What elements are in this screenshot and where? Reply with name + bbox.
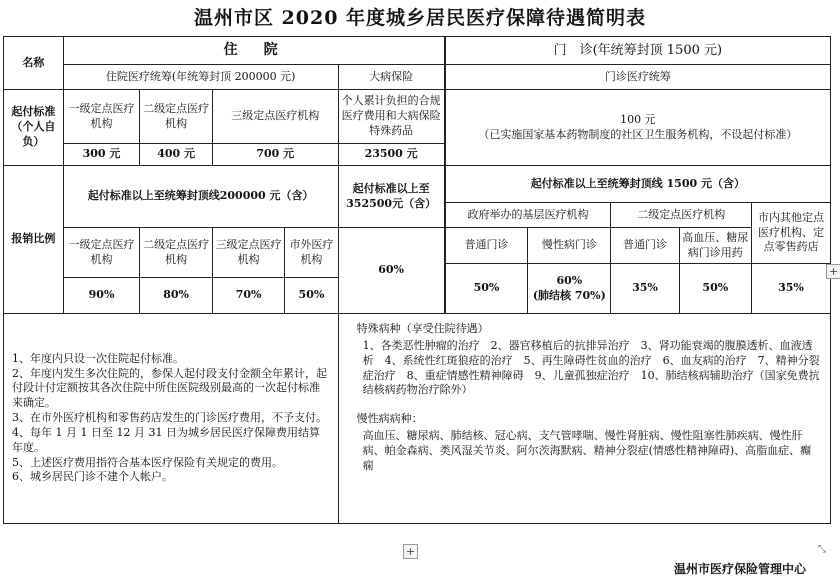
special-diseases-list: 1、各类恶性肿瘤的治疗 2、器官移植后的抗排异治疗 3、肾功能衰竭的腹膜透析、血液透析 4、系统性红斑狼疮的治疗 5、再生障碍性贫血的治疗 6、血友病的治疗 7、精神分裂症治疗 8、重症情感性精神障碍 9、儿童孤独症治疗 10、肺结核病辅助治疗（国家免费抗结核病药物治疗除外） xyxy=(362,338,820,397)
reimbursement-label: 报销比例 xyxy=(4,166,64,314)
inpatient-level1: 一级定点医疗机构 xyxy=(63,228,140,278)
outpatient-deductible-amount: 100 元 xyxy=(620,112,656,126)
note-item: 6、城乡居民门诊不建个人帐户。 xyxy=(12,470,173,484)
note-item: 1、年度内只设一次住院起付标准。 xyxy=(12,351,184,365)
basic-chronic-rate-value: 60% xyxy=(556,273,583,287)
level3-rate: 70% xyxy=(212,278,284,314)
level3-deductible: 700 元 xyxy=(212,144,338,166)
level2-rate: 80% xyxy=(140,278,212,314)
outpatient-header: 门 诊(年统筹封顶 1500 元) xyxy=(445,37,831,65)
note-item: 3、在市外医疗机构和零售药店发生的门诊医疗费用，不予支付。 xyxy=(12,411,327,425)
critical-deductible: 23500 元 xyxy=(338,144,445,166)
add-column-button[interactable]: + xyxy=(826,264,840,279)
footer-issuer: 温州市医疗保险管理中心 xyxy=(673,562,806,576)
critical-illness-header: 大病保险 xyxy=(338,65,445,90)
critical-rate: 60% xyxy=(338,228,445,314)
level3-hospital: 三级定点医疗机构 xyxy=(212,90,338,144)
basic-chronic-rate xyxy=(528,264,611,314)
chronic-diseases-heading: 慢性病病种： xyxy=(356,412,423,426)
notes-cell xyxy=(4,314,339,524)
basic-institution-header: 政府举办的基层医疗机构 xyxy=(445,203,611,228)
page-title: 温州市区 2020 年度城乡居民医疗保障待遇简明表 xyxy=(193,7,647,29)
level2-hospital: 二级定点医疗机构 xyxy=(140,90,212,144)
name-header: 名称 xyxy=(4,37,64,90)
other-institution-rate: 35% xyxy=(752,264,831,314)
tuberculosis-rate: (肺结核 70%) xyxy=(532,288,606,302)
level2-general-clinic: 普通门诊 xyxy=(611,228,679,264)
level1-rate: 90% xyxy=(63,278,140,314)
outpatient-deductible xyxy=(445,90,831,166)
out-of-city-rate: 50% xyxy=(285,278,338,314)
inpatient-level3: 三级定点医疗机构 xyxy=(212,228,284,278)
note-item: 4、每年 1 月 1 日至 12 月 31 日为城乡居民医疗保障费用结算年度。 xyxy=(12,425,320,454)
level2-deductible: 400 元 xyxy=(140,144,212,166)
table-resize-handle[interactable]: ⤡ xyxy=(818,544,826,555)
basic-chronic-clinic: 慢性病门诊 xyxy=(528,228,611,264)
other-institution-header: 市内其他定点医疗机构、定点零售药店 xyxy=(752,203,831,264)
inpatient-range: 起付标准以上至统筹封顶线200000 元（含） xyxy=(63,166,338,228)
inpatient-level2: 二级定点医疗机构 xyxy=(140,228,212,278)
note-item: 2、年度内发生多次住院的，参保人起付段支付金额全年累计，起付段计付定额按其各次住院中所住医院级别最高的一次起付标准来确定。 xyxy=(12,366,327,410)
special-diseases-heading: 特殊病种（享受住院待遇） xyxy=(356,322,489,335)
outpatient-pool-header: 门诊医疗统筹 xyxy=(445,65,831,90)
inpatient-out-of-city: 市外医疗机构 xyxy=(285,228,338,278)
level2-outpatient-header: 二级定点医疗机构 xyxy=(611,203,752,228)
level2-hd-rate: 50% xyxy=(679,264,751,314)
deductible-label: 起付标准（个人自负） xyxy=(4,90,64,166)
outpatient-deductible-note: （已实施国家基本药物制度的社区卫生服务机构，不设起付标准） xyxy=(478,127,798,141)
note-item: 5、上述医疗费用指符合基本医疗保险有关规定的费用。 xyxy=(12,455,283,469)
chronic-diseases-list: 高血压、糖尿病、肺结核、冠心病、支气管哮喘、慢性肾脏病、慢性阻塞性肺疾病、慢性肝病、帕金森病、类风湿关节炎、阿尔茨海默病、精神分裂症(情感性精神障碍)、高脂血症、癫痫 xyxy=(362,429,812,472)
critical-range: 起付标准以上至352500元（含） xyxy=(338,166,445,228)
basic-general-clinic: 普通门诊 xyxy=(445,228,528,264)
inpatient-pool-header: 住院医疗统筹(年统筹封顶 200000 元) xyxy=(63,65,338,90)
benefits-table xyxy=(3,36,831,524)
special-diseases-cell xyxy=(338,314,830,524)
level1-hospital: 一级定点医疗机构 xyxy=(63,90,140,144)
critical-deductible-desc: 个人累计负担的合规医疗费用和大病保险特殊药品 xyxy=(338,90,445,144)
outpatient-range: 起付标准以上至统筹封顶线 1500 元（含） xyxy=(445,166,831,203)
level2-hypertension-diabetes: 高血压、糖尿病门诊用药 xyxy=(679,228,751,264)
level1-deductible: 300 元 xyxy=(63,144,140,166)
basic-general-rate: 50% xyxy=(445,264,528,314)
inpatient-header: 住 院 xyxy=(63,37,445,65)
level2-general-rate: 35% xyxy=(611,264,679,314)
add-row-button[interactable]: + xyxy=(403,544,418,559)
